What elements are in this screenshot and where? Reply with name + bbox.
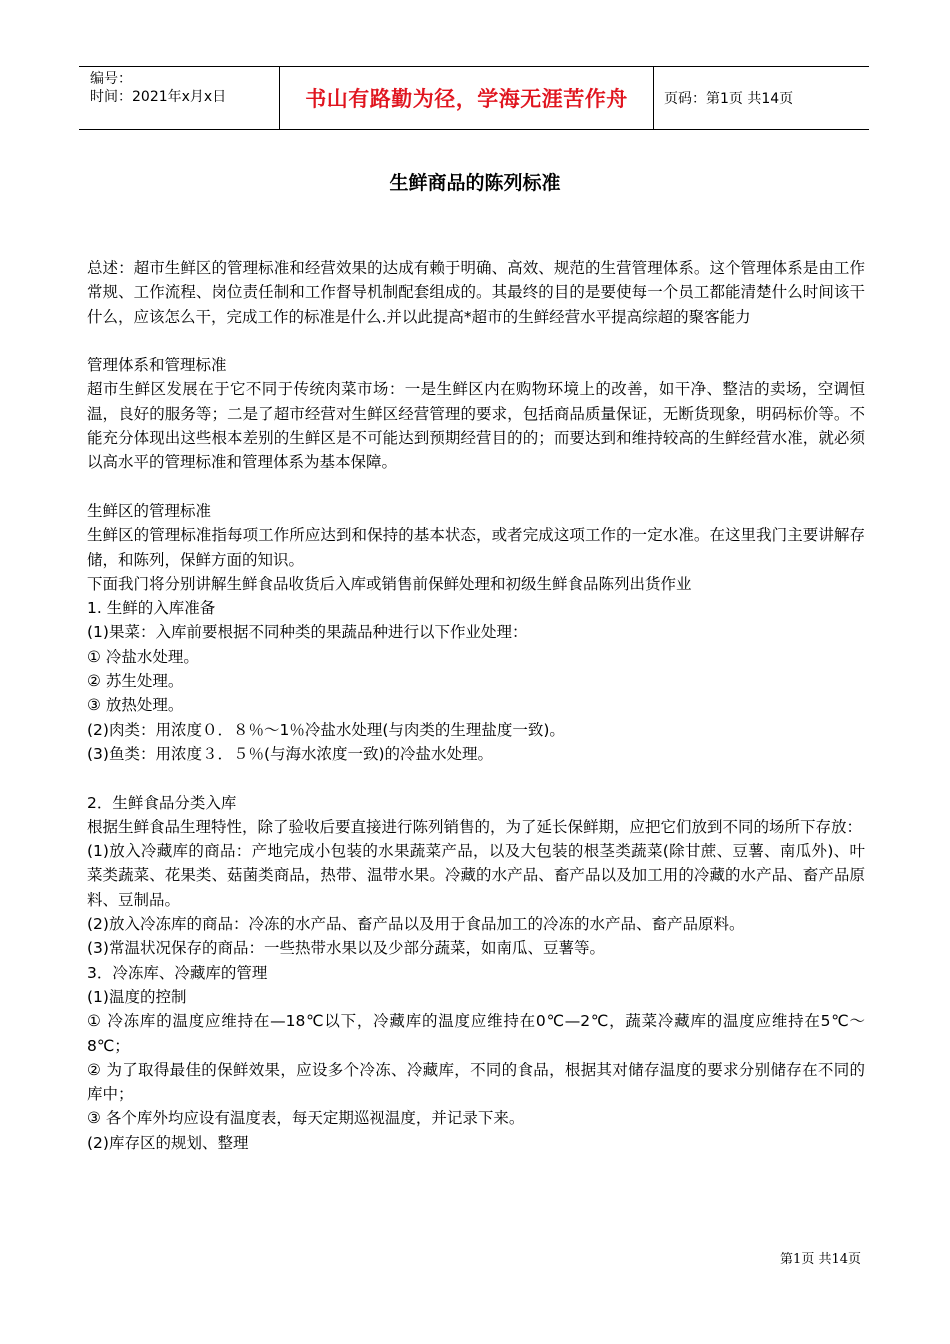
paragraph: (2)肉类：用浓度０．８％～1％冷盐水处理(与肉类的生理盐度一致)。 [87, 720, 565, 739]
document-title: 生鲜商品的陈列标准 [389, 172, 561, 194]
document-body [87, 256, 865, 1155]
paragraph: ② 为了取得最佳的保鲜效果，应设多个冷冻、冷藏库，不同的食品，根据其对储存温度的要求分别储存在不同的库中； [87, 1060, 865, 1104]
paragraph: (3)常温状况保存的商品：一些热带水果以及少部分蔬菜，如南瓜、豆薯等。 [87, 939, 605, 958]
paragraph: 总述：超市生鲜区的管理标准和经营效果的达成有赖于明确、高效、规范的生营管理体系。这个管理体系是由工作常规、工作流程、岗位责任制和工作督导机制配套组成的。其最终的目的是要使每一个员工都能清楚什么时间该干什么，应该怎么干，完成工作的标准是什么.并以此提高*超市的生鲜经营水平提高综超的聚客能力 [87, 259, 865, 326]
paragraph-spacer [87, 766, 865, 790]
paragraph: 2．生鲜食品分类入库 [87, 793, 237, 812]
paragraph: 生鲜区的管理标准 [87, 501, 212, 520]
paragraph: (2)放入冷冻库的商品：冷冻的水产品、畜产品以及用于食品加工的冷冻的水产品、畜产品原料。 [87, 915, 745, 934]
paragraph: 1. 生鲜的入库准备 [87, 599, 216, 618]
paragraph: 3．冷冻库、冷藏库的管理 [87, 963, 268, 982]
paragraph: (1)果菜：入库前要根据不同种类的果蔬品种进行以下作业处理： [87, 623, 528, 642]
paragraph: 生鲜区的管理标准指每项工作所应达到和保持的基本状态，或者完成这项工作的一定水准。在这里我门主要讲解存储，和陈列，保鲜方面的知识。 [87, 526, 865, 569]
header-page-label: 页码：第1页 共14页 [664, 91, 794, 107]
number-label: 编号： [90, 71, 132, 87]
header-motto: 书山有路勤为径，学海无涯苦作舟 [280, 67, 654, 129]
paragraph: ① 冷冻库的温度应维持在—18℃以下，冷藏库的温度应维持在0℃—2℃，蔬菜冷藏库的温度应维持在5℃～8℃； [87, 1012, 865, 1055]
time-label: 时间：2021年x月x日 [90, 89, 227, 105]
paragraph: ① 冷盐水处理。 [87, 647, 199, 666]
paragraph: 管理体系和管理标准 [87, 356, 227, 375]
page-header [79, 66, 869, 130]
paragraph: ③ 放热处理。 [87, 696, 184, 715]
paragraph: (1)温度的控制 [87, 987, 187, 1006]
paragraph: ② 苏生处理。 [87, 672, 184, 691]
header-info [79, 67, 280, 129]
paragraph: (3)鱼类：用浓度３．５％(与海水浓度一致)的冷盐水处理。 [87, 744, 494, 763]
paragraph-spacer [87, 329, 865, 353]
paragraph: (2)库存区的规划、整理 [87, 1133, 249, 1152]
paragraph-spacer [87, 475, 865, 499]
paragraph: 下面我门将分别讲解生鲜食品收货后入库或销售前保鲜处理和初级生鲜食品陈列出货作业 [87, 574, 692, 593]
page-footer: 第1页 共14页 [780, 1252, 861, 1267]
paragraph: 根据生鲜食品生理特性，除了验收后要直接进行陈列销售的，为了延长保鲜期，应把它们放到不同的场所下存放： [87, 817, 863, 836]
paragraph: (1)放入冷藏库的商品：产地完成小包装的水果蔬菜产品，以及大包装的根茎类蔬菜(除甘蔗、豆薯、南瓜外)、叶菜类蔬菜、花果类、菇菌类商品，热带、温带水果。冷藏的水产品、畜产品以及加工用的冷藏的水产品、畜产品原料、豆制品。 [87, 842, 865, 909]
paragraph: 超市生鲜区发展在于它不同于传统肉菜市场：一是生鲜区内在购物环境上的改善，如干净、整洁的卖场，空调恒温，良好的服务等；二是了超市经营对生鲜区经营管理的要求，包括商品质量保证，无断货现象，明码标价等。不能充分体现出这些根本差别的生鲜区是不可能达到预期经营目的的；而要达到和维持较高的生鲜经营水准，就必须以高水平的管理标准和管理体系为基本保障。 [87, 380, 865, 472]
paragraph: ③ 各个库外均应设有温度表，每天定期巡视温度，并记录下来。 [87, 1109, 525, 1128]
